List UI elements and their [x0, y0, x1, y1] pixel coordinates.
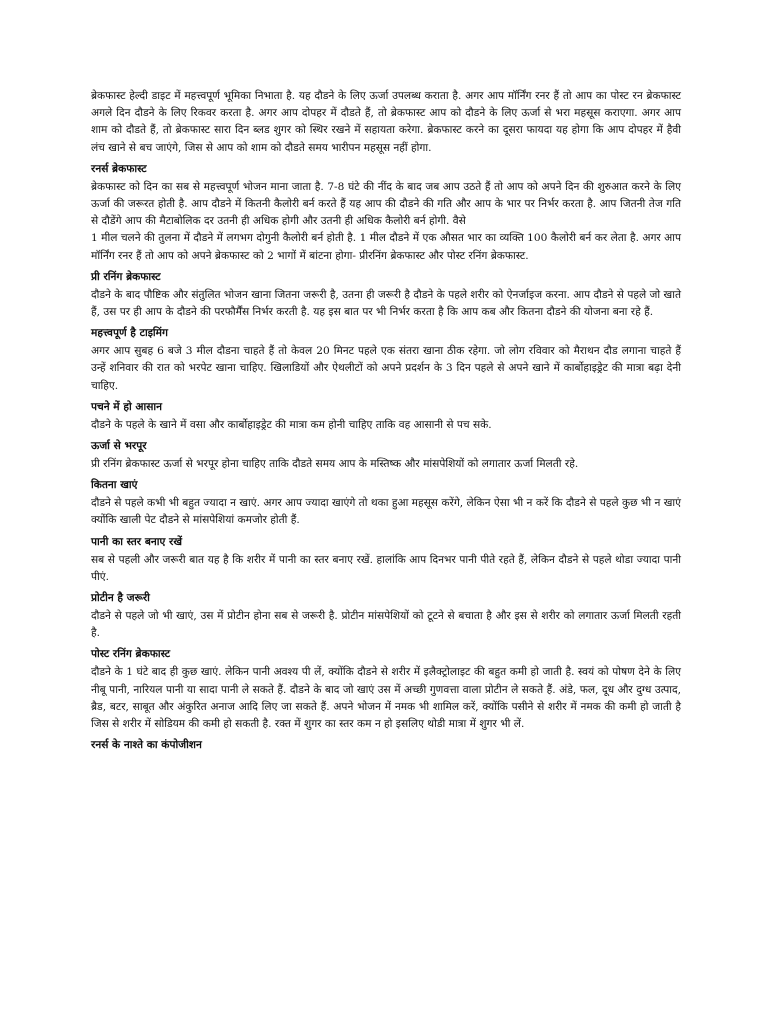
body-paragraph: दौडने से पहले कभी भी बहुत ज्यादा न खाएं. अगर आप ज्यादा खाएंगे तो थका हुआ महसूस करेंगे, लेकिन ऐसा भी न करें कि दौडने से पहले कुछ भी न खाएं क्योंकि खाली पेट दौडने से मांसपेशियां कमजोर होती हैं.: [91, 497, 681, 527]
section-heading: पचने में हो आसान: [91, 400, 163, 413]
body-paragraph: दौडने के पहले के खाने में वसा और कार्बोहाइड्रेट की मात्रा कम होनी चाहिए ताकि वह आसानी से पच सके.: [91, 418, 492, 431]
body-paragraph: अगर आप सुबह 6 बजे 3 मील दौडना चाहते हैं तो केवल 20 मिनट पहले एक संतरा खाना ठीक रहेगा. जो लोग रविवार को मैराथन दौड लगाना चाहते हैं उन्हें शनिवार की रात को भरपेट खाना चाहिए. खिलाडियों और ऐथलीटों को अपने प्रदर्शन के 3 दिन पहले से अपने खाने में कार्बोहाइड्रेट की मात्रा बढ़ा देनी चाहिए.: [91, 345, 681, 392]
document-page: [91, 88, 681, 755]
body-paragraph: दौडने से पहले जो भी खाएं, उस में प्रोटीन होना सब से जरूरी है. प्रोटीन मांसपेशियों को टूटने से बचाता है और इस से शरीर को लगातार ऊर्जा मिलती रहती है.: [91, 610, 681, 640]
body-paragraph: 1 मील चलने की तुलना में दौडने में लगभग दोगुनी कैलोरी बर्न होती है. 1 मील दौडने में एक औसत भार का व्यक्ति 100 कैलोरी बर्न कर लेता है. अगर आप मॉर्निंग रनर हैं तो आप को अपने ब्रेकफास्ट को 2 भागों में बांटना होगा- प्रीरनिंग ब्रेकफास्ट और पोस्ट रनिंग ब्रेकफास्ट.: [91, 232, 681, 262]
body-paragraph: सब से पहली और जरूरी बात यह है कि शरीर में पानी का स्तर बनाए रखें. हालांकि आप दिनभर पानी पीते रहते हैं, लेकिन दौडने से पहले थोडा ज्यादा पानी पीएं.: [91, 553, 681, 583]
section-heading: ऊर्जा से भरपूर: [91, 440, 147, 453]
section-heading: महत्त्वपूर्ण है टाइमिंग: [91, 327, 168, 340]
section-heading: रनर्स ब्रेकफास्ट: [91, 162, 147, 175]
section-heading: प्रोटीन है जरूरी: [91, 592, 150, 605]
intro-paragraph: ब्रेकफास्ट हेल्दी डाइट में महत्त्वपूर्ण भूमिका निभाता है. यह दौडने के लिए ऊर्जा उपलब्ध कराता है. अगर आप मॉर्निंग रनर हैं तो आप का पोस्ट रन ब्रेकफास्ट अगले दिन दौडने के लिए रिकवर करता है. अगर आप दोपहर में दौडते हैं, तो ब्रेकफास्ट आप को दौडने के लिए ऊर्जा से भरा महसूस कराएगा. अगर आप शाम को दौडते हैं, तो ब्रेकफास्ट सारा दिन ब्लड शुगर को स्थिर रखने में सहायता करेगा. ब्रेकफास्ट करने का दूसरा फायदा यह होगा कि आप दोपहर में हैवी लंच खाने से बच जाएंगे, जिस से आप को शाम को दौडते समय भारीपन महसूस नहीं होगा.: [91, 90, 681, 154]
section-heading: पोस्ट रनिंग ब्रेकफास्ट: [91, 648, 171, 661]
body-paragraph: प्री रनिंग ब्रेकफास्ट ऊर्जा से भरपूर होना चाहिए ताकि दौडते समय आप के मस्तिष्क और मांसपेशियों को लगातार ऊर्जा मिलती रहे.: [91, 458, 579, 471]
section-heading: रनर्स के नाश्ते का कंपोजीशन: [91, 739, 202, 752]
section-heading: कितना खाएं: [91, 479, 138, 492]
body-paragraph: दौडने के 1 घंटे बाद ही कुछ खाएं. लेकिन पानी अवश्य पी लें, क्योंकि दौडने से शरीर में इलैक्ट्रोलाइट की बहुत कमी हो जाती है. स्वयं को पोषण देने के लिए नीबू पानी, नारियल पानी या सादा पानी ले सकते हैं. दौडने के बाद जो खाएं उस में अच्छी गुणवत्ता वाला प्रोटीन ले सकते हैं. अंडे, फल, दूध और दुग्ध उत्पाद, ब्रैड, बटर, साबूत और अंकुरित अनाज आदि लिए जा सकते हैं. अपने भोजन में नमक भी शामिल करें, क्योंकि पसीने से शरीर में नमक की कमी हो जाती है जिस से शरीर में सोडियम की कमी हो सकती है. रक्त में शुगर का स्तर कम न हो इसलिए थोडी मात्रा में शुगर भी लें.: [91, 666, 681, 731]
section-heading: प्री रनिंग ब्रेकफास्ट: [91, 270, 161, 283]
body-paragraph: दौडने के बाद पौष्टिक और संतुलित भोजन खाना जितना जरूरी है, उतना ही जरूरी है दौडने के पहले शरीर को ऐनर्जाइज करना. आप दौडने से पहले जो खाते हैं, उस पर ही आप के दौडने की परफौर्मैंस निर्भर करती है. यह इस बात पर भी निर्भर करता है कि आप कब और कितना दौडने की योजना बना रहे हैं.: [91, 288, 681, 319]
section-heading: पानी का स्तर बनाए रखें: [91, 535, 183, 548]
body-paragraph: ब्रेकफास्ट को दिन का सब से महत्त्वपूर्ण भोजन माना जाता है. 7-8 घंटे की नींद के बाद जब आप उठते हैं तो आप को अपने दिन की शुरुआत करने के लिए ऊर्जा की जरूरत होती है. आप दौडने में कितनी कैलोरी बर्न करते हैं यह आप की दौडने की गति और आप के भार पर निर्भर करता है. आप जितनी तेज गति से दौडेंगे आप की मैटाबोलिक दर उतनी ही अधिक होगी और उतनी ही अधिक कैलोरी बर्न होगी. वैसे: [91, 180, 681, 228]
